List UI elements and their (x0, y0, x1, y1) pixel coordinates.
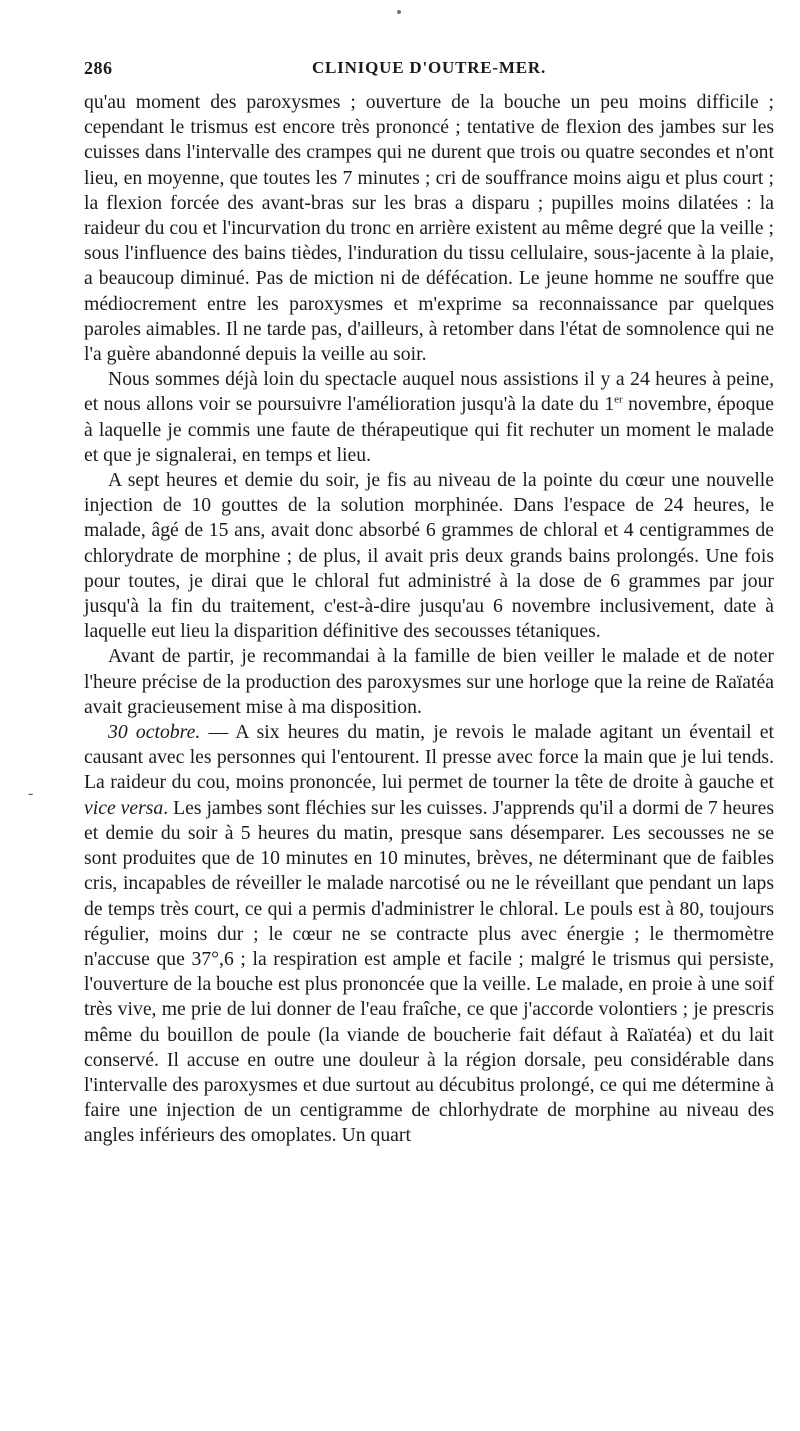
vice-versa: vice versa (84, 796, 164, 819)
paragraph-2-text-cont: novembre, époque à laquelle je commis une faute de thérapeutique qui fit rechuter un moment le malade et que je signalerai, en temps et lieu. (84, 393, 775, 466)
running-title: CLINIQUE D'OUTRE-MER. (311, 58, 547, 77)
page-header (84, 58, 774, 88)
body-text (84, 90, 774, 1149)
paragraph-3: A sept heures et demie du soir, je fis au niveau de la pointe du cœur une nouvelle injection de 10 gouttes de la solution morphinée. Dans l'espace de 24 heures, le malade, âgé de 15 ans, avait donc absorbé 6 grammes de chloral et 4 centigrammes de chlorydrate de morphine ; de plus, il avait pris deux grands bains prolongés. Une fois pour toutes, je dirai que le chloral fut administré à la dose de 6 grammes par jour jusqu'à la fin du traitement, c'est-à-dire jusqu'au 6 novembre inclusivement, date à laquelle eut lieu la disparition définitive des secousses tétaniques. (84, 469, 774, 643)
paragraph-5-text-cont: . Les jambes sont fléchies sur les cuisses. J'apprends qu'il a dormi de 7 heures et demie du soir à 5 heures du matin, presque sans désemparer. Les secousses ne se sont produites que de 10 minutes en 10 minutes, brèves, ne déterminant que de faibles cris, incapables de réveiller le malade narcotisé ou ne le réveillant que pendant un laps de temps très court, ce qui a permis d'administrer le chloral. Le pouls est à 80, toujours régulier, moins dur ; le cœur ne se contracte plus avec énergie ; le thermomètre n'accuse que 37°,6 ; la respiration est ample et facile ; malgré le trismus qui persiste, l'ouverture de la bouche est plus prononcée que la veille. Le malade, en proie à une soif très vive, me prie de lui donner de l'eau fraîche, ce que j'accorde volontiers ; je prescris même du bouillon de poule (la viande de boucherie fait défaut à Raïatéa) et du lait conservé. Il accuse en outre une douleur à la région dorsale, peu considérable dans l'intervalle des paroxysmes et due surtout au décubitus prolongé, ce qui me détermine à faire une injection de un centigramme de chlorhydrate de morphine au niveau des angles inférieurs des omoplates. Un quart (84, 796, 775, 1147)
paragraph-2 (84, 367, 774, 468)
paragraph-5 (84, 720, 774, 1148)
margin-mark: - (28, 785, 34, 802)
paragraph-2-text: Nous sommes déjà loin du spectacle auquel nous assistions il y a 24 heures à peine, et nous allons voir se poursuivre l'amélioration jusqu'à la date du (84, 368, 774, 416)
paragraph-4: Avant de partir, je recommandai à la famille de bien veiller le malade et de noter l'heure précise de la production des paroxysmes sur une horloge que la reine de Raïatéa avait gracieusement mise à ma disposition. (84, 645, 774, 718)
date-first: 1 (604, 393, 615, 416)
date-heading: 30 octobre. (108, 721, 201, 744)
paragraph-5-text: — A six heures du matin, je revois le malade agitant un éventail et causant avec les personnes qui l'entourent. Il presse avec force la main que je lui tends. La raideur du cou, moins prononcée, lui permet de tourner la tête de droite à gauche et (84, 721, 774, 794)
page (84, 58, 774, 1149)
date-first-sup: er (614, 393, 623, 406)
page-number: 286 (84, 58, 113, 78)
ink-speck (397, 10, 401, 14)
paragraph-1: qu'au moment des paroxysmes ; ouverture de la bouche un peu moins difficile ; cependant le trismus est encore très prononcé ; tentative de flexion des jambes sur les cuisses dans l'intervalle des crampes qui ne durent que trois ou quatre secondes et n'ont lieu, en moyenne, que toutes les 7 minutes ; cri de souffrance moins aigu et plus court ; la flexion forcée des avant-bras sur les bras a disparu ; pupilles moins dilatées : la raideur du cou et l'incurvation du tronc en arrière existent au même degré que la veille ; sous l'influence des bains tièdes, l'induration du tissu cellulaire, sous-jacente à la plaie, a beaucoup diminué. Pas de miction ni de défécation. Le jeune homme ne souffre que médiocrement entre les paroxysmes et m'exprime sa reconnaissance par quelques paroles aimables. Il ne tarde pas, d'ailleurs, à retomber dans l'état de somnolence qui ne l'a guère abandonné depuis la veille au soir. (84, 91, 774, 366)
